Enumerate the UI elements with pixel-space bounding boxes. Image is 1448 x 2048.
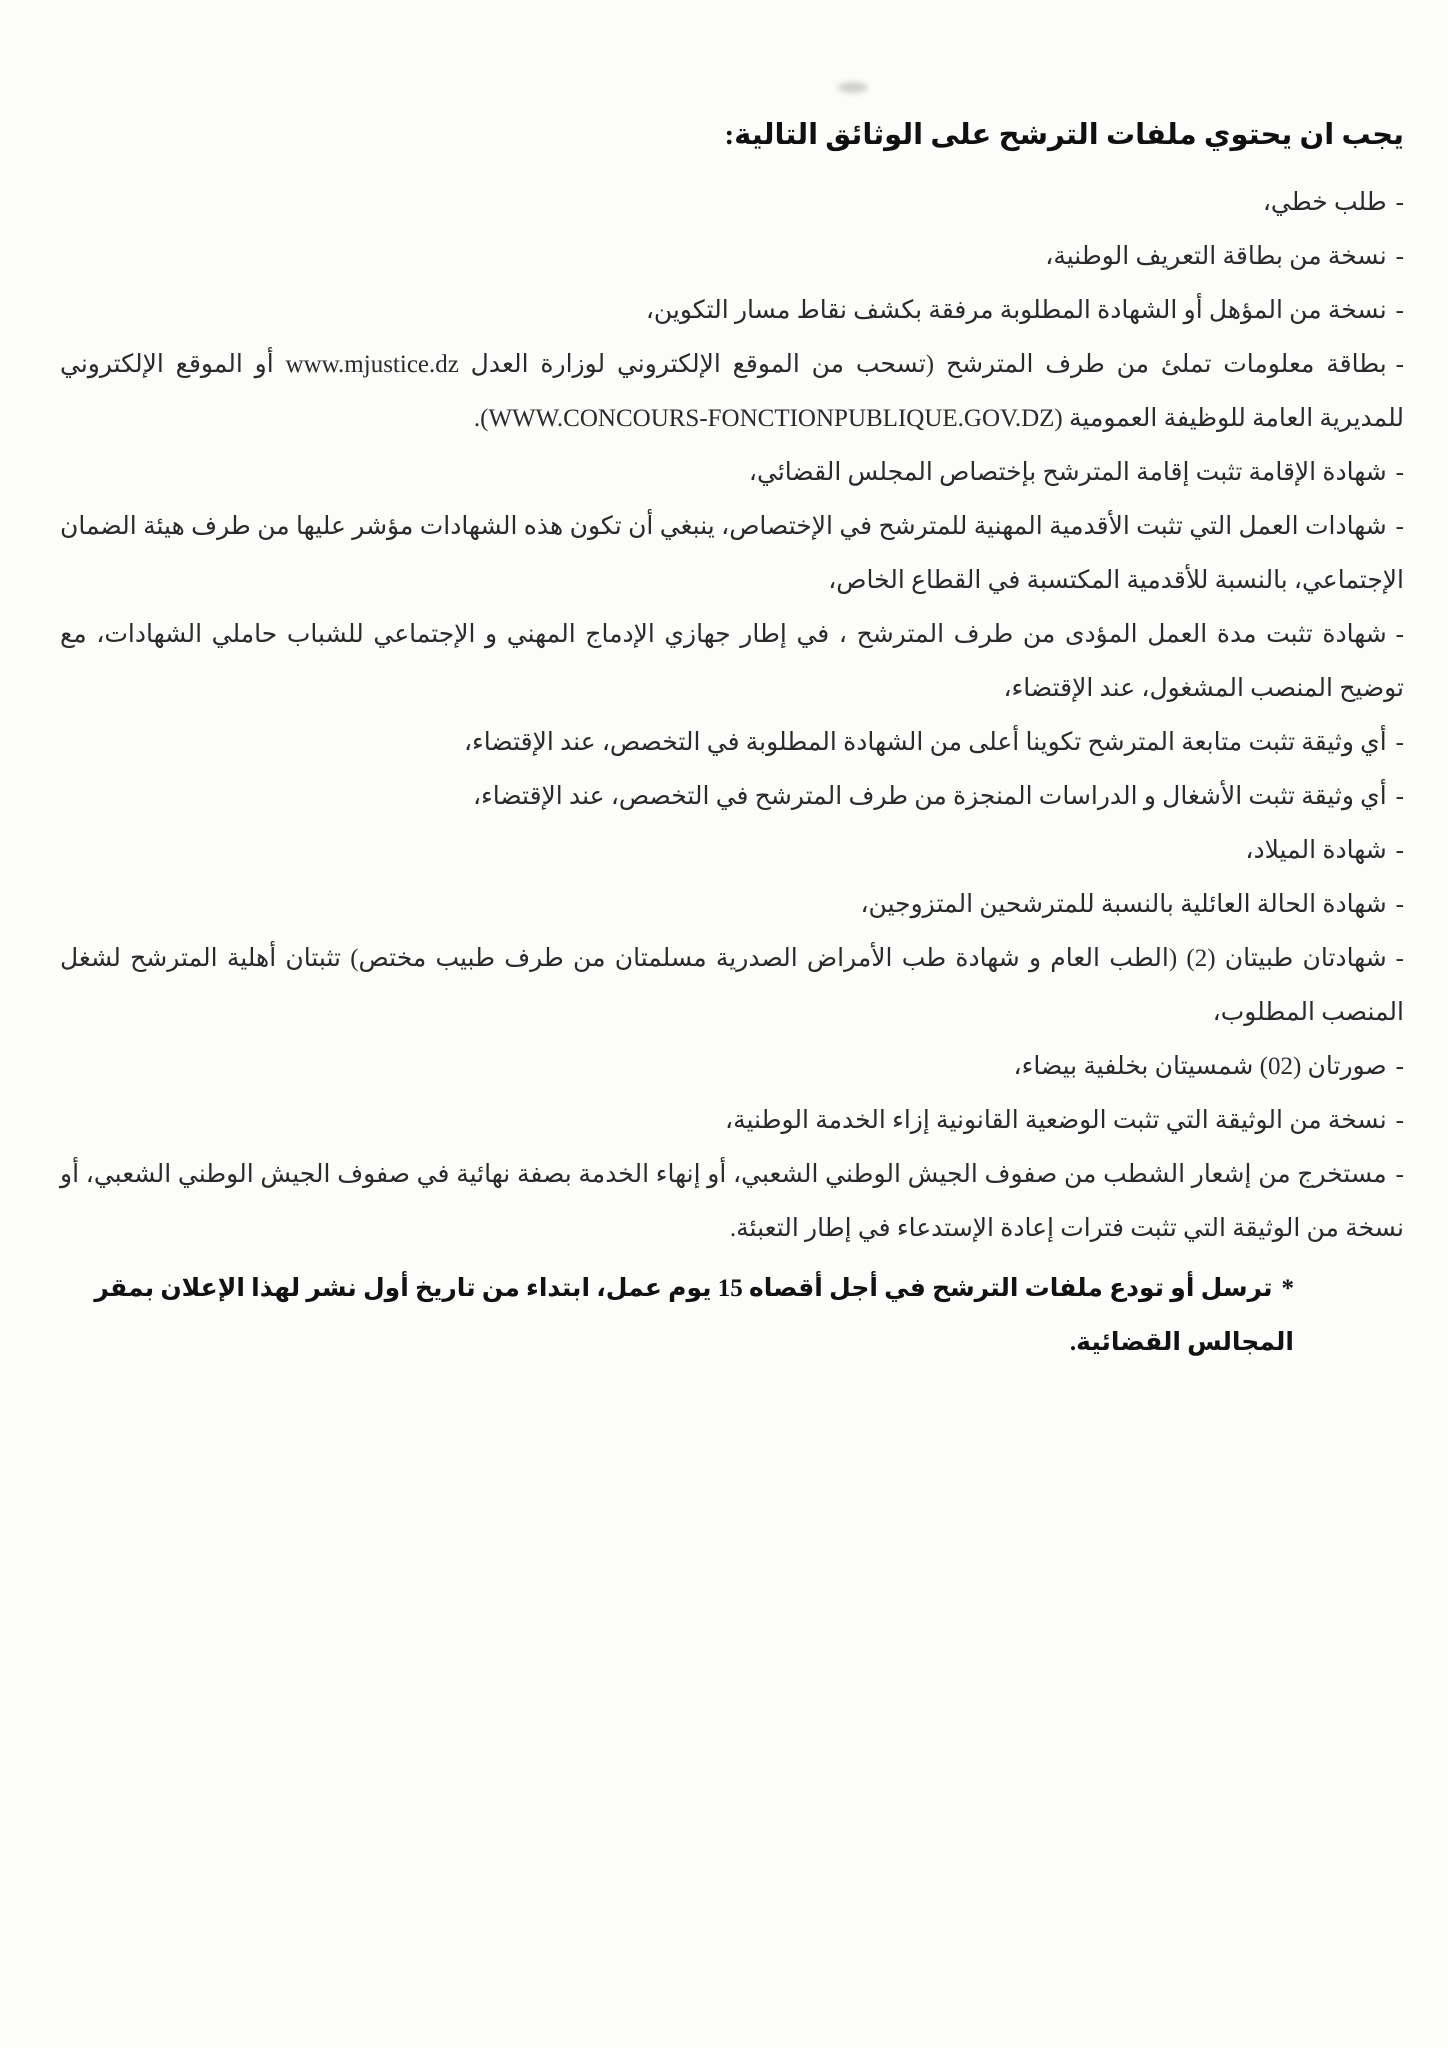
bullet-marker: - [1395, 351, 1404, 378]
item-text: نسخة من الوثيقة التي تثبت الوضعية القانونية إزاء الخدمة الوطنية، [725, 1107, 1387, 1134]
list-item [60, 1040, 1404, 1094]
requirements-list [60, 176, 1404, 1256]
list-item [60, 284, 1404, 338]
item-text: طلب خطي، [1262, 189, 1387, 216]
bullet-marker: - [1395, 1161, 1404, 1188]
list-item [60, 338, 1404, 446]
item-text: أي وثيقة تثبت متابعة المترشح تكوينا أعلى من الشهادة المطلوبة في التخصص، عند الإقتضاء، [463, 729, 1387, 756]
list-item [60, 1094, 1404, 1148]
bullet-marker: - [1395, 945, 1404, 972]
footnote-text: ترسل أو تودع ملفات الترشح في أجل أقصاه 15 يوم عمل، ابتداء من تاريخ أول نشر لهذا الإعلان بمقر المجالس القضائية. [94, 1275, 1294, 1356]
list-item [60, 230, 1404, 284]
bullet-marker: - [1395, 1107, 1404, 1134]
bullet-marker: - [1395, 783, 1404, 810]
item-text: بطاقة معلومات تملئ من طرف المترشح (تسحب من الموقع الإلكتروني لوزارة العدل www.mjustice.dz أو الموقع الإلكتروني للمديرية العامة للوظيفة العمومية (WWW.CONCOURS-FONCTIONPUBLIQUE.GOV.DZ). [60, 351, 1404, 432]
item-text: شهادة تثبت مدة العمل المؤدى من طرف المترشح ، في إطار جهازي الإدماج المهني و الإجتماعي للشباب حاملي الشهادات، مع توضيح المنصب المشغول، عند الإقتضاء، [60, 621, 1404, 702]
bullet-marker: - [1395, 621, 1404, 648]
list-item [60, 932, 1404, 1040]
list-item [60, 176, 1404, 230]
list-item [60, 878, 1404, 932]
bullet-marker: - [1395, 513, 1404, 540]
list-item [60, 608, 1404, 716]
list-item [60, 716, 1404, 770]
document-page [60, 110, 1404, 1370]
item-text: نسخة من بطاقة التعريف الوطنية، [1045, 243, 1387, 270]
item-text: صورتان (02) شمسيتان بخلفية بيضاء، [1013, 1053, 1387, 1080]
item-text: أي وثيقة تثبت الأشغال و الدراسات المنجزة من طرف المترشح في التخصص، عند الإقتضاء، [472, 783, 1387, 810]
bullet-marker: - [1395, 729, 1404, 756]
item-text: شهادات العمل التي تثبت الأقدمية المهنية للمترشح في الإختصاص، ينبغي أن تكون هذه الشهادات مؤشر عليها من طرف هيئة الضمان الإجتماعي، بالنسبة للأقدمية المكتسبة في القطاع الخاص، [60, 513, 1404, 594]
bullet-marker: - [1395, 243, 1404, 270]
list-item [60, 446, 1404, 500]
item-text: شهادة الميلاد، [1245, 837, 1387, 864]
bullet-marker: - [1395, 891, 1404, 918]
deadline-note [60, 1262, 1294, 1370]
item-text: شهادة الإقامة تثبت إقامة المترشح بإختصاص المجلس القضائي، [748, 459, 1387, 486]
list-item [60, 1148, 1404, 1256]
bullet-marker: - [1395, 297, 1404, 324]
item-text: شهادتان طبيتان (2) (الطب العام و شهادة طب الأمراض الصدرية مسلمتان من طرف طبيب مختص) تثبتان أهلية المترشح لشغل المنصب المطلوب، [60, 945, 1404, 1026]
document-title: يجب ان يحتوي ملفات الترشح على الوثائق التالية: [724, 119, 1404, 151]
list-item [60, 770, 1404, 824]
footnote-marker: * [1281, 1275, 1294, 1302]
bullet-marker: - [1395, 459, 1404, 486]
bullet-marker: - [1395, 189, 1404, 216]
list-item [60, 824, 1404, 878]
bullet-marker: - [1395, 1053, 1404, 1080]
item-text: شهادة الحالة العائلية بالنسبة للمترشحين المتزوجين، [860, 891, 1387, 918]
scan-smudge-artifact [838, 82, 868, 93]
item-text: نسخة من المؤهل أو الشهادة المطلوبة مرفقة بكشف نقاط مسار التكوين، [645, 297, 1387, 324]
list-item [60, 500, 1404, 608]
bullet-marker: - [1395, 837, 1404, 864]
item-text: مستخرج من إشعار الشطب من صفوف الجيش الوطني الشعبي، أو إنهاء الخدمة بصفة نهائية في صفوف الجيش الوطني الشعبي، أو نسخة من الوثيقة التي تثبت فترات إعادة الإستدعاء في إطار التعبئة. [60, 1161, 1404, 1242]
